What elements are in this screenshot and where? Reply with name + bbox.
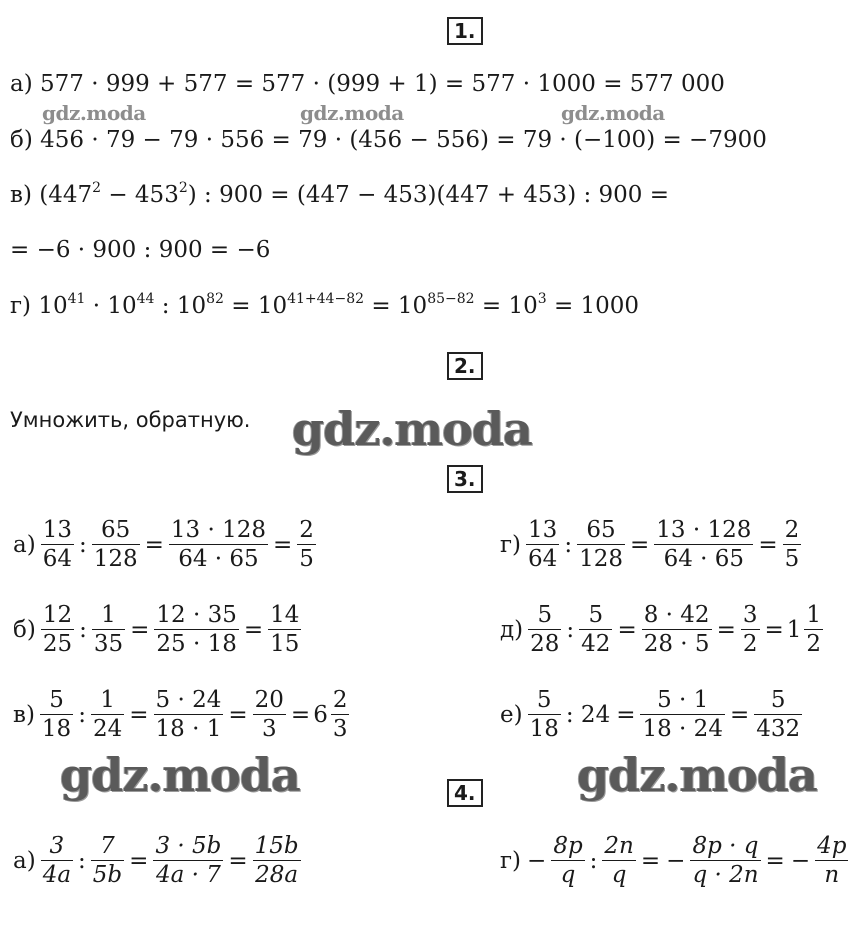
numerator: 8p <box>553 833 583 859</box>
operator: : <box>564 531 573 558</box>
denominator: 64 · 65 <box>178 546 259 572</box>
operator: : <box>78 847 86 874</box>
numerator: 5 <box>528 686 561 715</box>
fraction <box>741 601 760 658</box>
denominator: 25 <box>42 631 73 657</box>
denominator: 25 · 18 <box>156 631 237 657</box>
denominator: 5 <box>784 546 800 572</box>
fraction <box>815 832 848 889</box>
denominator: 64 <box>42 546 72 572</box>
task1-g-base: г) 10 <box>10 293 68 319</box>
fraction <box>783 516 802 573</box>
equals: = <box>616 701 636 728</box>
fraction <box>754 686 802 743</box>
numerator: 8p · q <box>690 832 760 861</box>
fraction <box>579 601 612 658</box>
equals: = <box>290 701 311 728</box>
denominator: 4a <box>42 862 72 888</box>
section-number-3: 3. <box>447 465 483 493</box>
denominator: 18 · 1 <box>155 716 222 742</box>
fraction <box>154 601 238 658</box>
fraction <box>297 516 316 573</box>
denominator: 2 <box>806 631 822 657</box>
equals: = <box>617 616 637 643</box>
equals: = <box>129 847 149 874</box>
denominator: 18 · 24 <box>642 716 723 742</box>
task1-g-exp: 82 <box>206 291 224 307</box>
task3-b <box>10 601 303 658</box>
mixed-number <box>787 601 825 658</box>
denominator: 5 <box>299 546 314 572</box>
watermark: gdz.moda <box>292 402 532 456</box>
numerator: 5 · 24 <box>155 687 222 713</box>
denominator: 28a <box>255 862 299 888</box>
minus-sign: − <box>790 847 811 874</box>
equals: = <box>765 847 785 874</box>
task1-v-mid: − 453 <box>101 182 179 208</box>
equals: = <box>764 616 784 643</box>
denominator: 3 <box>261 716 277 742</box>
fraction <box>690 832 760 889</box>
numerator: 4p <box>817 833 847 859</box>
fraction <box>40 686 73 743</box>
operator: : <box>79 616 87 643</box>
numerator: 14 <box>270 602 300 628</box>
equals: = <box>273 531 293 558</box>
equals: = <box>629 531 650 558</box>
numerator: 5 <box>528 601 561 630</box>
task1-line-a: а) 577 · 999 + 577 = 577 · (999 + 1) = 577 · 1000 = 577 000 <box>10 71 725 97</box>
numerator: 65 <box>577 516 625 545</box>
equals: = <box>758 531 778 558</box>
item-label: а) <box>13 531 36 558</box>
numerator: 2 <box>784 517 800 543</box>
watermark: gdz.moda <box>577 748 817 802</box>
item-label: г) <box>500 531 522 558</box>
numerator: 7 <box>91 832 124 861</box>
task3-v <box>10 686 351 743</box>
numerator: 5 · 1 <box>640 686 724 715</box>
fraction <box>154 686 224 743</box>
fraction <box>92 516 140 573</box>
fraction <box>577 516 625 573</box>
fraction <box>526 516 559 573</box>
equals: = <box>228 847 248 874</box>
whole-part: 1 <box>786 616 802 643</box>
fraction <box>804 601 823 658</box>
task1-g-exp: 41+44−82 <box>287 291 365 307</box>
denominator: 42 <box>581 631 611 657</box>
fraction <box>91 686 124 743</box>
operator: : <box>78 531 87 558</box>
numerator: 15b <box>254 833 299 859</box>
task4-a <box>10 832 303 889</box>
fraction <box>41 601 74 658</box>
denominator: q <box>611 862 627 888</box>
task1-g-term: = 10 <box>474 293 538 319</box>
task1-v-exp2: 2 <box>178 180 188 196</box>
equals: = <box>243 616 264 643</box>
item-label: д) <box>500 616 524 643</box>
whole-part: 6 <box>313 701 328 728</box>
equals: = <box>729 701 750 728</box>
denominator: 24 <box>92 716 123 742</box>
fraction <box>91 832 124 889</box>
numerator: 1 <box>91 686 124 715</box>
task1-g-exp: 3 <box>537 291 547 307</box>
fraction <box>551 832 584 889</box>
task1-line-v2: = −6 · 900 : 900 = −6 <box>10 237 271 263</box>
numerator: 5 <box>40 686 73 715</box>
denominator: 4a · 7 <box>155 862 221 888</box>
denominator: 35 <box>93 631 124 657</box>
denominator: 28 · 5 <box>643 631 710 657</box>
task3-d <box>497 601 825 658</box>
task2-text: Умножить, обратную. <box>10 408 251 432</box>
fraction <box>528 686 561 743</box>
watermark: gdz.moda <box>561 101 665 125</box>
denominator: 3 <box>332 716 348 742</box>
fraction <box>528 601 561 658</box>
section-number-1: 1. <box>447 17 483 45</box>
numerator: 20 <box>254 687 284 713</box>
operator: : <box>566 616 575 643</box>
item-label: б) <box>13 616 36 643</box>
task1-g-exp: 85−82 <box>427 291 475 307</box>
task1-line-g <box>10 291 639 321</box>
item-label: а) <box>13 847 36 874</box>
operator: : <box>78 701 86 728</box>
denominator: 64 · 65 <box>663 546 745 572</box>
equals: = <box>129 701 149 728</box>
task3-e <box>497 686 804 743</box>
denominator: 15 <box>270 631 300 657</box>
numerator: 3 <box>742 602 758 628</box>
item-label: е) <box>500 701 523 728</box>
numerator: 1 <box>92 601 125 630</box>
fraction <box>253 686 286 743</box>
numerator: 1 <box>806 602 822 628</box>
task1-line-b: б) 456 · 79 − 79 · 556 = 79 · (456 − 556) = 79 · (−100) = −7900 <box>10 127 767 153</box>
fraction <box>253 832 301 889</box>
denominator: 18 <box>41 716 72 742</box>
task1-v-rest: ) : 900 = (447 − 453)(447 + 453) : 900 = <box>187 182 670 208</box>
denominator: q <box>560 862 576 888</box>
denominator: 128 <box>93 546 138 572</box>
fraction <box>654 516 753 573</box>
denominator: q · 2n <box>692 862 759 888</box>
numerator: 12 · 35 <box>156 602 237 628</box>
numerator: 3 · 5b <box>155 833 222 859</box>
denominator: 28 <box>530 631 560 657</box>
task1-g-exp: 44 <box>136 291 155 307</box>
fraction <box>602 832 635 889</box>
equals: = <box>640 847 661 874</box>
operator: : <box>589 847 598 874</box>
fraction <box>331 686 350 743</box>
denominator: 2 <box>742 631 758 657</box>
fraction <box>92 601 125 658</box>
task1-g-term: : 10 <box>154 293 207 319</box>
task1-g-exp: 41 <box>67 291 86 307</box>
task1-g-term: = 10 <box>223 293 288 319</box>
numerator: 13 <box>42 517 72 543</box>
task3-g <box>497 516 803 573</box>
task1-line-v <box>10 180 669 210</box>
task1-g-term: = 10 <box>364 293 428 319</box>
task1-v-exp1: 2 <box>92 180 102 196</box>
numerator: 2 <box>332 687 348 713</box>
denominator: 64 <box>528 546 558 572</box>
denominator: 128 <box>579 546 623 572</box>
task3-a <box>10 516 318 573</box>
numerator: 12 <box>42 602 73 628</box>
numerator: 3 <box>41 832 73 861</box>
watermark: gdz.moda <box>300 101 404 125</box>
task1-g-term: · 10 <box>85 293 137 319</box>
minus-sign: − <box>666 847 686 874</box>
equals: = <box>716 616 736 643</box>
item-label: г) <box>500 847 522 874</box>
numerator: 2n <box>604 833 634 859</box>
fraction <box>640 686 724 743</box>
numerator: 65 <box>92 516 140 545</box>
denominator: 18 <box>529 716 559 742</box>
numerator: 5 <box>754 686 802 715</box>
fraction <box>41 832 73 889</box>
watermark: gdz.moda <box>60 748 300 802</box>
equals: = <box>144 531 164 558</box>
task1-g-term: = 1000 <box>546 293 640 319</box>
watermark: gdz.moda <box>42 101 146 125</box>
fraction <box>41 516 74 573</box>
fraction <box>268 601 301 658</box>
numerator: 13 · 128 <box>170 517 267 543</box>
section-number-4: 4. <box>447 779 483 807</box>
mixed-number <box>313 686 351 743</box>
equals: = <box>130 616 150 643</box>
numerator: 13 · 128 <box>656 517 752 543</box>
numerator: 13 <box>528 517 558 543</box>
task4-g <box>497 832 850 889</box>
fraction <box>642 601 712 658</box>
numerator: 5 <box>579 601 612 630</box>
denominator: n <box>824 862 840 888</box>
minus-sign: − <box>527 847 547 874</box>
fraction <box>153 832 223 889</box>
denominator: 432 <box>756 716 801 742</box>
task1-v-prefix: в) (447 <box>10 182 93 208</box>
numerator: 8 · 42 <box>643 602 710 628</box>
numerator: 2 <box>299 517 314 543</box>
denominator: 5b <box>92 862 123 888</box>
operator: : 24 <box>565 701 611 728</box>
equals: = <box>228 701 248 728</box>
fraction <box>169 516 268 573</box>
item-label: в) <box>13 701 35 728</box>
section-number-2: 2. <box>447 352 483 380</box>
